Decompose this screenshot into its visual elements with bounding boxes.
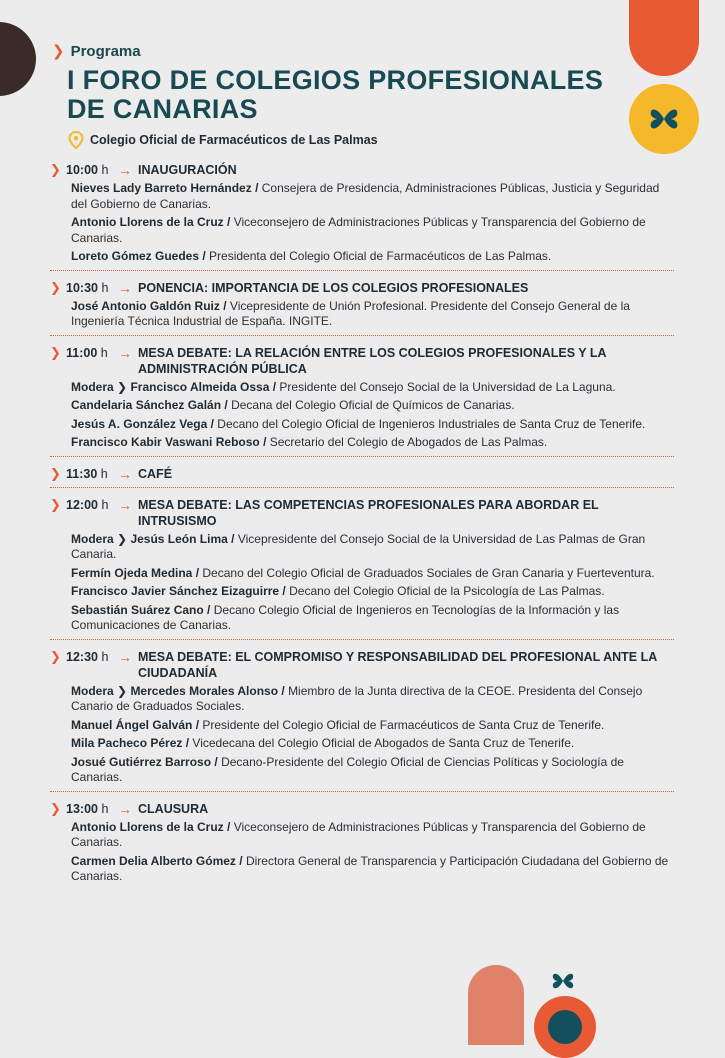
moderator-label: Modera <box>71 531 114 546</box>
chevron-right-icon: ❯ <box>52 43 65 60</box>
program-list <box>50 160 674 897</box>
session-header <box>50 801 674 817</box>
session-header <box>50 497 674 529</box>
speaker-desc: Decano-Presidente del Colegio Oficial de Ciencias Políticas y Sociología de Canarias. <box>71 754 624 784</box>
program-session <box>50 160 674 271</box>
chevron-right-icon: ❯ <box>50 162 61 177</box>
decorative-shape-top-left <box>0 22 36 96</box>
speaker-desc: Viceconsejero de Administraciones Públicas y Transparencia del Gobierno de Canarias. <box>71 819 646 849</box>
speaker-name: Francisco Kabir Vaswani Reboso / <box>71 435 267 449</box>
session-header <box>50 280 674 296</box>
speaker-desc: Consejera de Presidencia, Administraciones Públicas, Justicia y Seguridad del Gobierno de Canarias. <box>71 181 660 211</box>
location-pin-icon <box>68 131 84 149</box>
speaker <box>71 603 674 634</box>
session-time: 11:00 h <box>66 345 108 360</box>
speaker-name: Josué Gutiérrez Barroso / <box>71 754 218 769</box>
speaker-desc: Directora General de Transparencia y Participación Ciudadana del Gobierno de Canarias. <box>71 853 669 883</box>
speaker <box>71 755 674 786</box>
moderator-label: Modera <box>71 379 114 394</box>
speaker <box>71 299 674 330</box>
decorative-shape-bottom-left <box>468 965 524 1045</box>
program-session <box>50 647 674 792</box>
session-time: 12:30 h <box>66 649 109 664</box>
arrow-right-icon: → <box>118 162 132 178</box>
speaker-desc: Decano del Colegio Oficial de la Psicología de Las Palmas. <box>289 584 605 598</box>
session-time: 10:00 h <box>66 163 109 177</box>
page-title <box>67 66 612 124</box>
speaker-name: José Antonio Galdón Ruiz / <box>71 298 227 313</box>
speaker-desc: Viceconsejero de Administraciones Públicas y Transparencia del Gobierno de Canarias. <box>71 215 646 245</box>
speaker <box>71 181 674 212</box>
speaker <box>71 718 674 734</box>
title-line-1: I FORO DE COLEGIOS PROFESIONALES <box>67 65 604 95</box>
speaker-name: Fermín Ojeda Medina / <box>71 565 200 580</box>
arrow-right-icon: → <box>118 344 132 361</box>
program-session <box>50 799 674 890</box>
arrow-right-icon: → <box>118 465 132 482</box>
session-title: CLAUSURA <box>138 801 209 816</box>
title-line-2: DE CANARIAS <box>67 94 258 124</box>
arrow-right-icon: → <box>118 800 132 817</box>
chevron-right-icon: ❯ <box>117 683 128 698</box>
speaker-name: Loreto Gómez Guedes / <box>71 249 206 263</box>
decorative-shape-bottom-inner <box>548 1010 582 1044</box>
kicker <box>52 42 612 60</box>
program-session <box>50 343 674 457</box>
chevron-right-icon: ❯ <box>117 531 128 546</box>
moderator-name: Francisco Almeida Ossa / <box>130 379 277 394</box>
speaker-name: Antonio Llorens de la Cruz / <box>71 819 231 834</box>
venue-label: Colegio Oficial de Farmacéuticos de Las Palmas <box>90 133 378 147</box>
header <box>52 42 612 149</box>
moderator <box>71 532 674 563</box>
session-title: INAUGURACIÓN <box>138 163 237 177</box>
speaker <box>71 854 674 885</box>
speaker-desc: Vicedecana del Colegio Oficial de Abogados de Santa Cruz de Tenerife. <box>192 736 575 750</box>
speaker-desc: Decano Colegio Oficial de Ingenieros en Tecnologías de la Información y las Comunicaciones de Canarias. <box>71 602 620 632</box>
session-title: MESA DEBATE: LA RELACIÓN ENTRE LOS COLEGIOS PROFESIONALES Y LA ADMINISTRACIÓN PÚBLICA <box>138 345 607 376</box>
speaker-name: Antonio Llorens de la Cruz / <box>71 215 231 229</box>
moderator <box>71 380 674 396</box>
speaker <box>71 566 674 582</box>
session-time: 11:30 h <box>66 466 108 481</box>
speaker <box>71 215 674 246</box>
arrow-right-icon: → <box>118 496 132 513</box>
logo-badge <box>629 84 699 154</box>
session-title: PONENCIA: IMPORTANCIA DE LOS COLEGIOS PROFESIONALES <box>138 280 529 295</box>
speaker <box>71 435 674 451</box>
moderator-label: Modera <box>71 683 114 698</box>
moderator-desc: Miembro de la Junta directiva de la CEOE. Presidenta del Consejo Canario de Graduados Sociales. <box>71 683 643 713</box>
speaker-desc: Secretario del Colegio de Abogados de Las Palmas. <box>269 435 548 449</box>
moderator <box>71 684 674 715</box>
speaker <box>71 584 674 600</box>
session-time: 13:00 h <box>66 801 109 816</box>
speaker-name: Manuel Ángel Galván / <box>71 717 200 732</box>
session-time: 12:00 h <box>66 497 109 512</box>
speaker-desc: Presidente del Colegio Oficial de Farmacéuticos de Santa Cruz de Tenerife. <box>202 717 605 732</box>
program-session <box>50 495 674 640</box>
speaker-desc: Presidenta del Colegio Oficial de Farmacéuticos de Las Palmas. <box>209 249 552 263</box>
speaker-desc: Vicepresidente de Unión Profesional. Presidente del Consejo General de la Ingeniería Técnica Industrial de España. INGITE. <box>71 298 630 328</box>
moderator-desc: Presidente del Consejo Social de la Universidad de La Laguna. <box>279 379 616 394</box>
session-title: MESA DEBATE: EL COMPROMISO Y RESPONSABILIDAD DEL PROFESIONAL ANTE LA CIUDADANÍA <box>138 649 657 680</box>
speaker-name: Nieves Lady Barreto Hernández / <box>71 181 259 195</box>
speaker-desc: Decana del Colegio Oficial de Químicos de Canarias. <box>231 398 515 412</box>
moderator-name: Mercedes Morales Alonso / <box>130 683 285 698</box>
moderator-name: Jesús León Lima / <box>130 531 235 546</box>
flower-icon <box>647 102 681 136</box>
arrow-right-icon: → <box>118 648 132 665</box>
speaker-name: Mila Pacheco Pérez / <box>71 736 190 750</box>
speaker-desc: Decano del Colegio Oficial de Graduados Sociales de Gran Canaria y Fuerteventura. <box>202 565 655 580</box>
speaker-name: Francisco Javier Sánchez Eizaguirre / <box>71 584 286 598</box>
chevron-right-icon: ❯ <box>50 279 61 295</box>
moderator-desc: Vicepresidente del Consejo Social de la Universidad de Las Palmas de Gran Canaria. <box>71 531 646 561</box>
speaker-name: Candelaria Sánchez Galán / <box>71 398 228 412</box>
chevron-right-icon: ❯ <box>117 379 128 394</box>
session-header <box>50 649 674 681</box>
speaker <box>71 820 674 851</box>
speaker <box>71 249 674 265</box>
speaker-name: Jesús A. González Vega / <box>71 416 214 431</box>
decorative-shape-top-right <box>629 0 699 76</box>
flower-icon-small <box>550 968 576 994</box>
arrow-right-icon: → <box>118 279 132 296</box>
session-title: MESA DEBATE: LAS COMPETENCIAS PROFESIONALES PARA ABORDAR EL INTRUSISMO <box>138 497 599 528</box>
session-title: CAFÉ <box>138 466 173 481</box>
program-session <box>50 278 674 336</box>
speaker <box>71 736 674 752</box>
session-time: 10:30 h <box>66 280 109 295</box>
speaker-name: Carmen Delia Alberto Gómez / <box>71 853 243 868</box>
speaker-name: Sebastián Suárez Cano / <box>71 602 211 617</box>
chevron-right-icon: ❯ <box>50 496 61 512</box>
program-session <box>50 464 674 488</box>
session-header <box>50 162 674 178</box>
chevron-right-icon: ❯ <box>50 344 61 360</box>
venue <box>68 131 612 149</box>
speaker-desc: Decano del Colegio Oficial de Ingenieros Industriales de Santa Cruz de Tenerife. <box>217 416 646 431</box>
session-header <box>50 466 674 482</box>
kicker-label: Programa <box>70 42 141 60</box>
speaker <box>71 398 674 414</box>
session-header <box>50 345 674 377</box>
speaker <box>71 417 674 433</box>
chevron-right-icon: ❯ <box>50 465 61 481</box>
chevron-right-icon: ❯ <box>50 648 61 664</box>
chevron-right-icon: ❯ <box>50 800 61 816</box>
